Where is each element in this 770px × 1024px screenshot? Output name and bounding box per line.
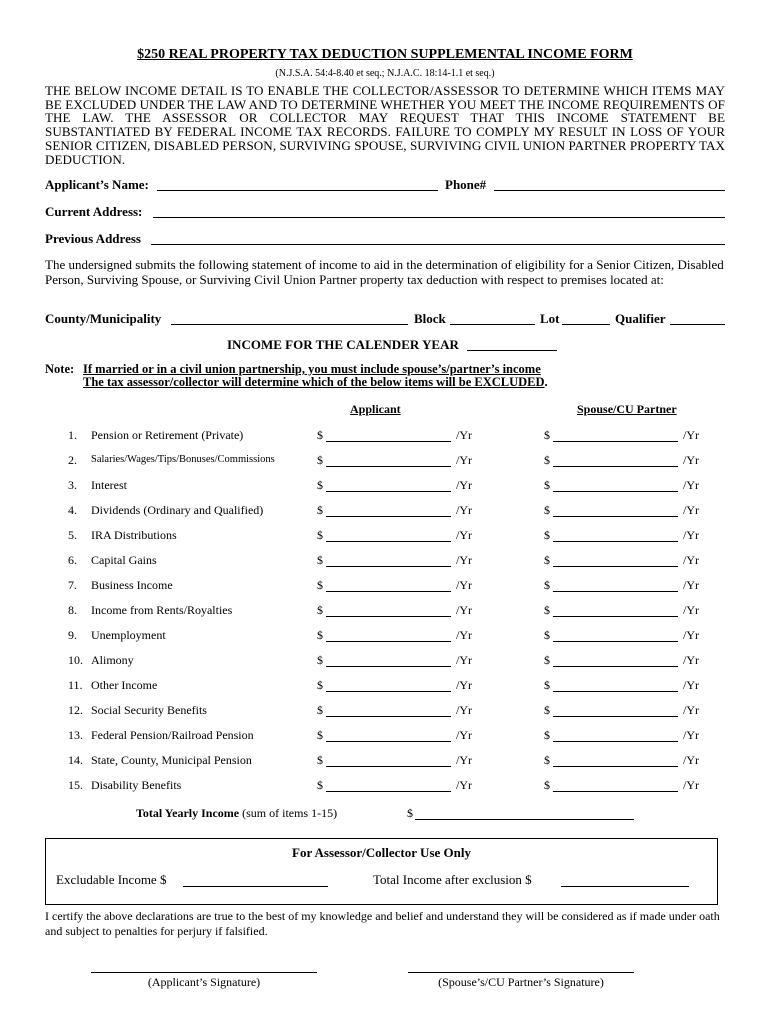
lot-field[interactable] [562,324,610,325]
qualifier-field[interactable] [670,324,725,325]
previous-address-field[interactable] [151,244,725,245]
applicant-currency: $ [317,553,323,567]
spouse-per-year: /Yr [683,578,699,592]
phone-label: Phone# [445,177,487,192]
spouse-per-year: /Yr [683,728,699,742]
row-label: Disability Benefits [91,778,182,792]
spouse-amount-field[interactable] [553,616,678,617]
row-number: 7. [68,578,77,592]
applicant-currency: $ [317,578,323,592]
applicant-per-year: /Yr [456,453,472,467]
spouse-amount-field[interactable] [553,441,678,442]
applicant-amount-field[interactable] [326,491,451,492]
applicant-per-year: /Yr [456,778,472,792]
spouse-currency: $ [544,728,550,742]
total-label: Total Yearly Income [136,806,240,820]
applicant-currency: $ [317,503,323,517]
row-number: 11. [68,678,83,692]
statement-paragraph: The undersigned submits the following statement of income to aid in the determination of eligibility for a Senior Citizen, Disabled Person, Surviving Spouse, or Surviving Civil Union Partner property tax deduction with respect to premises located at: [45,257,724,287]
spouse-currency: $ [544,778,550,792]
current-address-field[interactable] [153,217,725,218]
applicant-amount-field[interactable] [326,766,451,767]
spouse-per-year: /Yr [683,628,699,642]
spouse-signature-line[interactable] [408,972,634,973]
certification-statement: I certify the above declarations are true to the best of my knowledge and belief and understand they will be considered as if made under oath and subject to penalties for perjury if falsified. [45,909,720,938]
applicant-amount-field[interactable] [326,716,451,717]
form-title: $250 REAL PROPERTY TAX DEDUCTION SUPPLEMENTAL INCOME FORM [137,47,633,62]
spouse-currency: $ [544,653,550,667]
applicant-per-year: /Yr [456,528,472,542]
row-number: 3. [68,478,77,492]
spouse-currency: $ [544,703,550,717]
applicant-currency: $ [317,628,323,642]
row-label: IRA Distributions [91,528,177,542]
assessor-use-box [45,838,718,905]
spouse-amount-field[interactable] [553,766,678,767]
spouse-per-year: /Yr [683,553,699,567]
row-label: Interest [91,478,127,492]
spouse-per-year: /Yr [683,478,699,492]
row-number: 10. [68,653,83,667]
spouse-amount-field[interactable] [553,666,678,667]
applicant-amount-field[interactable] [326,741,451,742]
applicant-currency: $ [317,453,323,467]
lot-label: Lot [540,311,560,326]
row-label: Dividends (Ordinary and Qualified) [91,503,264,517]
applicant-currency: $ [317,653,323,667]
applicant-name-field[interactable] [157,190,438,191]
row-label: Pension or Retirement (Private) [91,428,244,442]
applicant-name-label: Applicant’s Name: [45,177,149,192]
note-prefix: Note: [45,362,75,376]
spouse-per-year: /Yr [683,678,699,692]
applicant-amount-field[interactable] [326,441,451,442]
applicant-per-year: /Yr [456,753,472,767]
applicant-currency: $ [317,428,323,442]
spouse-currency: $ [544,603,550,617]
excludable-income-field[interactable] [183,886,328,887]
applicant-currency: $ [317,478,323,492]
spouse-signature-label: (Spouse’s/CU Partner’s Signature) [438,975,604,989]
row-label: Salaries/Wages/Tips/Bonuses/Commissions [91,454,275,465]
spouse-per-year: /Yr [683,528,699,542]
applicant-amount-field[interactable] [326,641,451,642]
spouse-amount-field[interactable] [553,591,678,592]
spouse-per-year: /Yr [683,428,699,442]
applicant-currency: $ [317,678,323,692]
row-label: Income from Rents/Royalties [91,603,233,617]
applicant-amount-field[interactable] [326,791,451,792]
calendar-year-field[interactable] [467,350,557,351]
spouse-currency: $ [544,503,550,517]
spouse-currency: $ [544,628,550,642]
row-label: Social Security Benefits [91,703,207,717]
applicant-per-year: /Yr [456,603,472,617]
row-label: Business Income [91,578,173,592]
spouse-amount-field[interactable] [553,566,678,567]
applicant-per-year: /Yr [456,703,472,717]
assessor-box-title: For Assessor/Collector Use Only [292,845,471,860]
row-number: 14. [68,753,83,767]
county-label: County/Municipality [45,311,162,326]
row-label: Other Income [91,678,158,692]
row-label: Unemployment [91,628,166,642]
intro-paragraph: THE BELOW INCOME DETAIL IS TO ENABLE THE COLLECTOR/ASSESSOR TO DETERMINE WHICH ITEMS MAY BE EXCLUDED UNDER THE LAW AND TO DETERMINE WHETHER YOU MEET THE INCOME REQUIREMENTS OF THE LAW. THE ASSESSOR OR COLLECTOR MAY REQUEST THAT THIS INCOME STATEMENT BE SUBSTANTIATED BY FEDERAL INCOME TAX RECORDS. FAILURE TO COMPLY MY RESULT IN LOSS OF YOUR SENIOR CITIZEN, DISABLED PERSON, SURVIVING SPOUSE, SURVIVING CIVIL UNION PARTNER PROPERTY TAX DEDUCTION. [45,83,725,167]
spouse-currency: $ [544,478,550,492]
applicant-column-header: Applicant [350,402,401,416]
block-field[interactable] [450,324,535,325]
applicant-amount-field[interactable] [326,466,451,467]
spouse-currency: $ [544,428,550,442]
row-number: 12. [68,703,83,717]
applicant-per-year: /Yr [456,478,472,492]
applicant-amount-field[interactable] [326,616,451,617]
spouse-per-year: /Yr [683,653,699,667]
row-number: 13. [68,728,83,742]
total-field[interactable] [415,819,634,820]
applicant-per-year: /Yr [456,628,472,642]
spouse-currency: $ [544,453,550,467]
form-subtitle: (N.J.S.A. 54:4-8.40 et seq.; N.J.A.C. 18:14-1.1 et seq.) [275,68,495,79]
applicant-currency: $ [317,603,323,617]
total-after-exclusion-label: Total Income after exclusion $ [373,872,532,887]
spouse-per-year: /Yr [683,753,699,767]
spouse-per-year: /Yr [683,503,699,517]
spouse-amount-field[interactable] [553,716,678,717]
row-label: State, County, Municipal Pension [91,753,252,767]
spouse-currency: $ [544,528,550,542]
note-line-1: If married or in a civil union partnership, you must include spouse’s/partner’s income [83,362,541,376]
spouse-amount-field[interactable] [553,541,678,542]
spouse-amount-field[interactable] [553,791,678,792]
calendar-year-label: INCOME FOR THE CALENDER YEAR [227,337,459,352]
spouse-per-year: /Yr [683,778,699,792]
spouse-per-year: /Yr [683,603,699,617]
applicant-per-year: /Yr [456,428,472,442]
row-number: 9. [68,628,77,642]
applicant-per-year: /Yr [456,578,472,592]
current-address-label: Current Address: [45,204,143,219]
row-number: 6. [68,553,77,567]
total-after-exclusion-field[interactable] [561,886,689,887]
row-number: 1. [68,428,77,442]
row-number: 2. [68,453,77,467]
qualifier-label: Qualifier [615,311,666,326]
previous-address-label: Previous Address [45,231,141,246]
applicant-amount-field[interactable] [326,666,451,667]
spouse-per-year: /Yr [683,703,699,717]
spouse-amount-field[interactable] [553,741,678,742]
excludable-income-label: Excludable Income $ [56,872,167,887]
total-currency: $ [407,806,413,820]
row-label: Federal Pension/Railroad Pension [91,728,254,742]
spouse-per-year: /Yr [683,453,699,467]
spouse-column-header: Spouse/CU Partner [577,402,677,416]
applicant-signature-label: (Applicant’s Signature) [147,975,261,989]
applicant-per-year: /Yr [456,653,472,667]
applicant-amount-field[interactable] [326,516,451,517]
applicant-currency: $ [317,753,323,767]
spouse-amount-field[interactable] [553,691,678,692]
note-line-2: The tax assessor/collector will determine which of the below items will be EXCLUDED. [83,375,548,389]
total-yearly-income [136,806,337,821]
spouse-amount-field[interactable] [553,516,678,517]
applicant-amount-field[interactable] [326,591,451,592]
spouse-amount-field[interactable] [553,466,678,467]
row-label: Alimony [91,653,134,667]
applicant-per-year: /Yr [456,678,472,692]
applicant-currency: $ [317,528,323,542]
phone-field[interactable] [494,190,725,191]
applicant-per-year: /Yr [456,503,472,517]
row-number: 4. [68,503,77,517]
spouse-currency: $ [544,753,550,767]
spouse-amount-field[interactable] [553,641,678,642]
total-sublabel: (sum of items 1-15) [242,806,338,820]
spouse-currency: $ [544,578,550,592]
row-label: Capital Gains [91,553,157,567]
applicant-per-year: /Yr [456,728,472,742]
applicant-per-year: /Yr [456,553,472,567]
block-label: Block [414,311,446,326]
applicant-currency: $ [317,728,323,742]
applicant-currency: $ [317,703,323,717]
spouse-currency: $ [544,678,550,692]
applicant-amount-field[interactable] [326,566,451,567]
row-number: 15. [68,778,83,792]
row-number: 5. [68,528,77,542]
county-field[interactable] [171,324,408,325]
spouse-currency: $ [544,553,550,567]
applicant-currency: $ [317,778,323,792]
applicant-signature-line[interactable] [91,972,317,973]
row-number: 8. [68,603,77,617]
applicant-amount-field[interactable] [326,541,451,542]
applicant-amount-field[interactable] [326,691,451,692]
spouse-amount-field[interactable] [553,491,678,492]
